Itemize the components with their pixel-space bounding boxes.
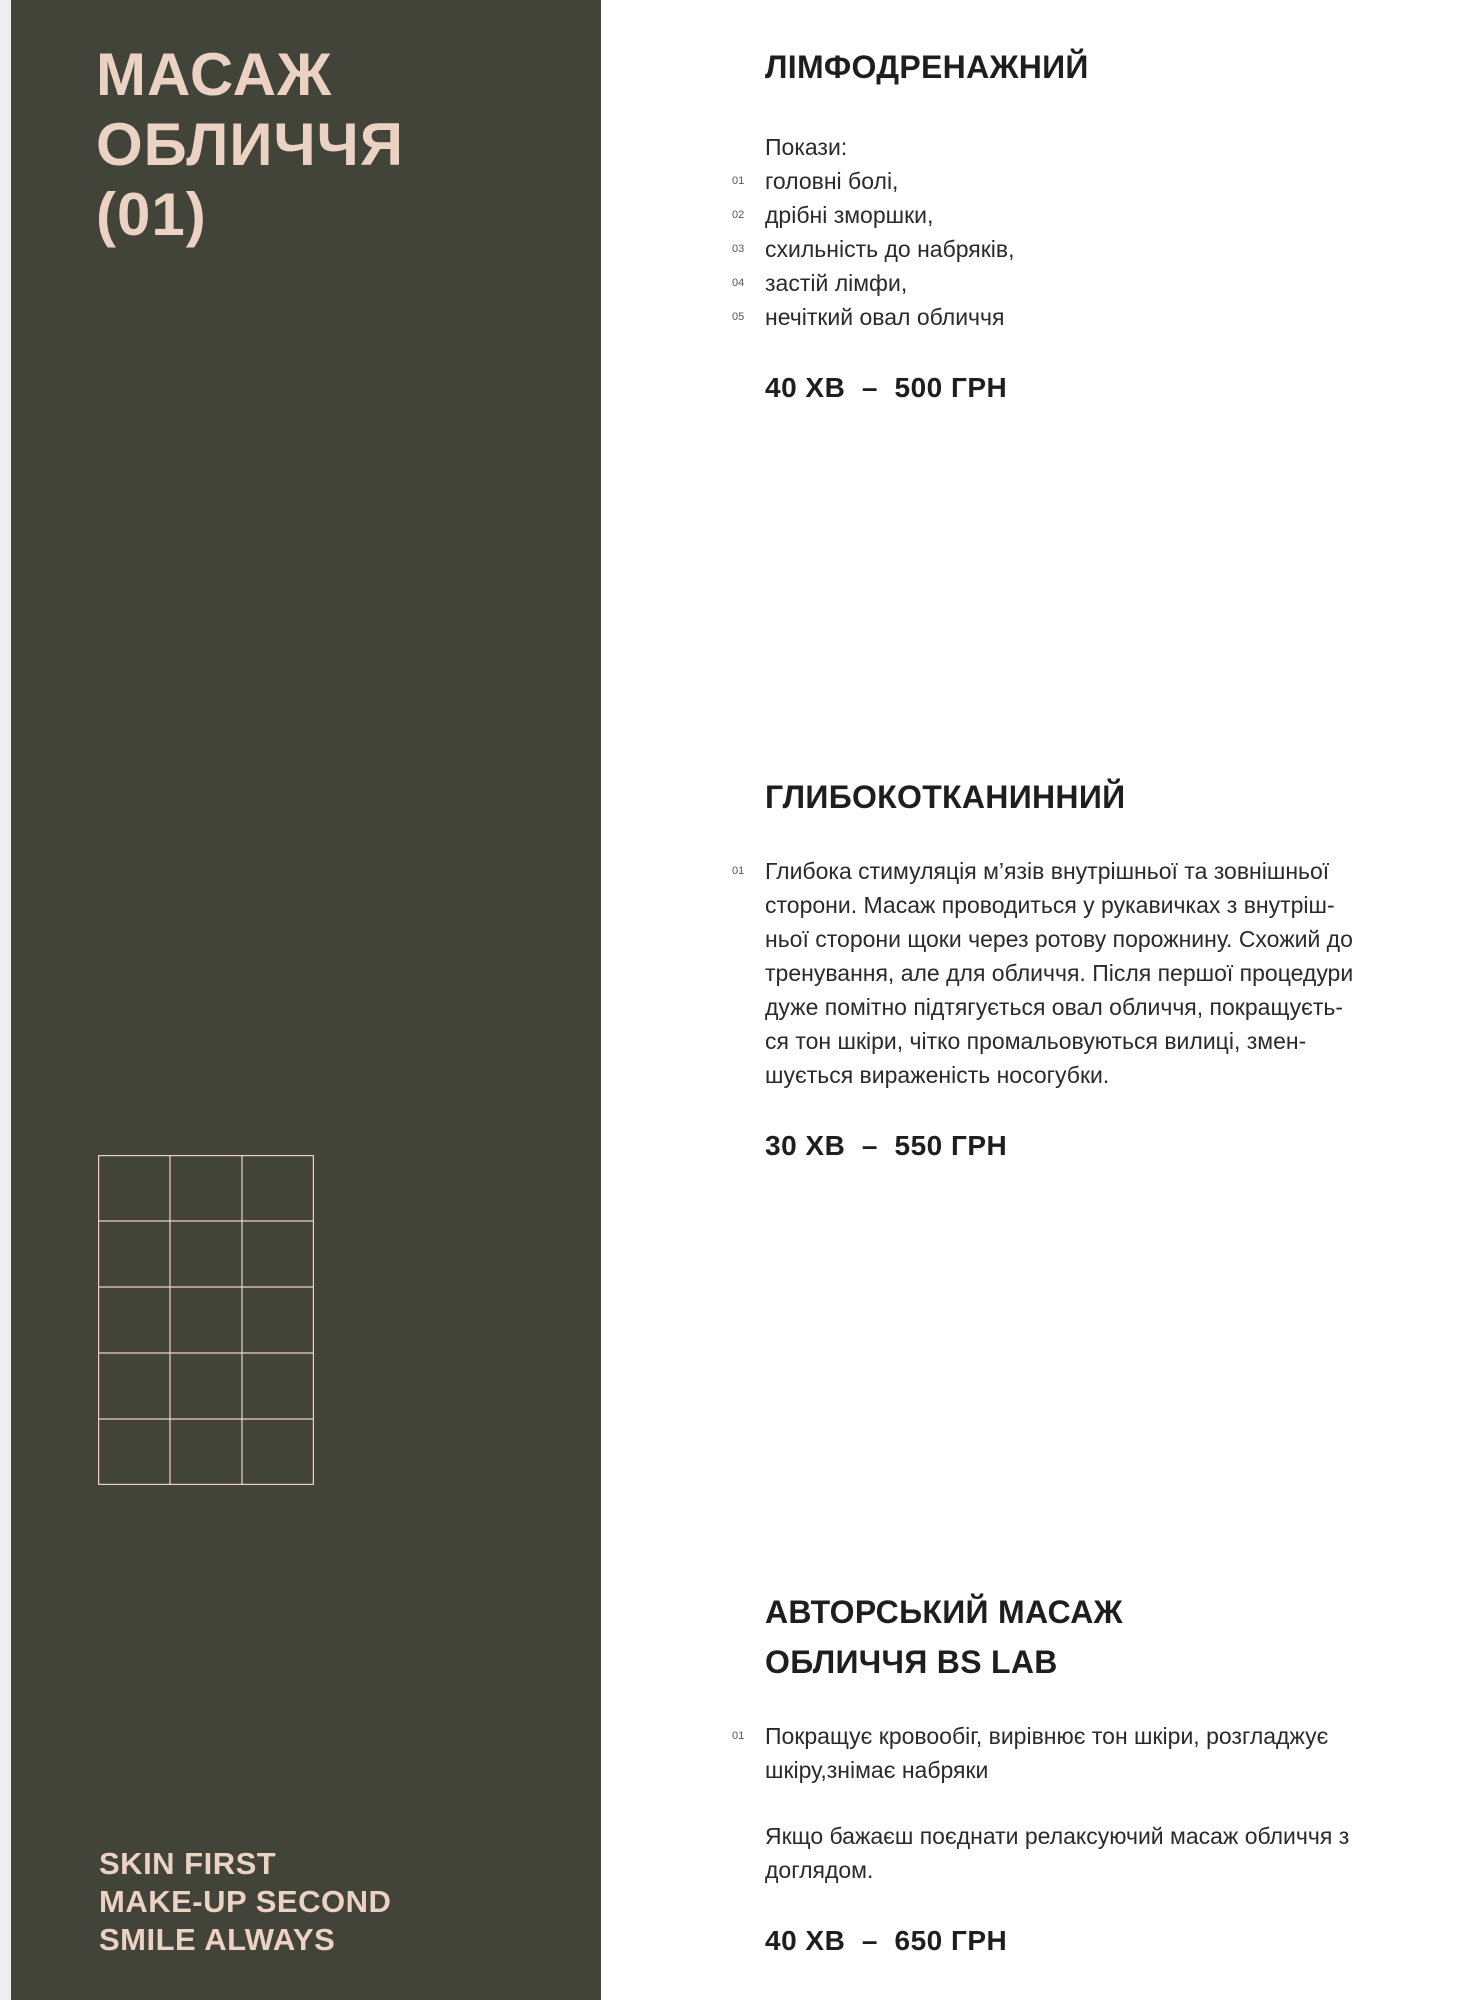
item-number: 04: [732, 277, 745, 289]
service-title-line: АВТОРСЬКИЙ МАСАЖ: [765, 1594, 1123, 1630]
item-text: схильність до набряків,: [765, 236, 1015, 262]
text-line: ся тон шкіри, чітко промальовуються вилиці, змен-: [765, 1028, 1307, 1054]
indications-label: Покази:: [765, 134, 848, 160]
item-text: нечіткий овал обличчя: [765, 304, 1005, 330]
text-line: Глибока стимуляція м’язів внутрішньої та зовнішньої: [765, 858, 1330, 884]
service-description: [732, 854, 1432, 1092]
service-deep-tissue: [732, 772, 1432, 1162]
list-item: [732, 198, 1432, 232]
item-number: 01: [732, 1730, 745, 1742]
service-note: [765, 1819, 1432, 1887]
service-price: 40 ХВ – 650 ГРН: [765, 1925, 1008, 1956]
item-number: 05: [732, 311, 745, 323]
text-line: шується вираженість носогубки.: [765, 1062, 1110, 1088]
item-number: 02: [732, 209, 745, 221]
item-text: застій лімфи,: [765, 270, 908, 296]
tagline-line: SKIN FIRST: [99, 1846, 277, 1881]
service-price: 40 ХВ – 500 ГРН: [765, 372, 1008, 403]
service-author-massage: [732, 1587, 1432, 1957]
text-line: Якщо бажаєш поєднати релаксуючий масаж обличчя з: [765, 1823, 1350, 1849]
item-text: [765, 854, 1432, 1092]
list-item: [732, 300, 1432, 334]
service-title: [765, 42, 1432, 92]
title-line: МАСАЖ: [96, 41, 333, 108]
text-line: доглядом.: [765, 1857, 874, 1883]
item-number: 03: [732, 243, 745, 255]
service-lymphatic: [732, 42, 1432, 404]
list-item: [732, 854, 1432, 1092]
service-title-line: ОБЛИЧЧЯ BS LAB: [765, 1644, 1058, 1680]
tagline-line: MAKE-UP SECOND: [99, 1884, 392, 1919]
text-line: сторони. Масаж проводиться у рукавичках з внутріш-: [765, 892, 1335, 918]
text-line: тренування, але для обличчя. Після першої процедури: [765, 960, 1354, 986]
item-number: 01: [732, 175, 745, 187]
text-line: дуже помітно підтягується овал обличчя, покращуєть-: [765, 994, 1344, 1020]
list-item: [732, 1719, 1432, 1787]
list-item: [732, 232, 1432, 266]
service-title-line: ЛІМФОДРЕНАЖНИЙ: [765, 49, 1089, 85]
service-description: [732, 1719, 1432, 1887]
list-item: [732, 266, 1432, 300]
service-description: [732, 130, 1432, 334]
service-title-line: ГЛИБОКОТКАНИННИЙ: [765, 779, 1126, 815]
item-text: головні болі,: [765, 168, 899, 194]
item-text: дрібні зморшки,: [765, 202, 934, 228]
text-line: ньої сторони щоки через ротову порожнину. Схожий до: [765, 926, 1353, 952]
service-price: 30 ХВ – 550 ГРН: [765, 1130, 1008, 1161]
service-title: [765, 1587, 1432, 1687]
tagline-line: SMILE ALWAYS: [99, 1922, 336, 1957]
list-item: [732, 164, 1432, 198]
title-line: (01): [96, 181, 207, 248]
title-line: ОБЛИЧЧЯ: [96, 111, 404, 178]
item-number: 01: [732, 865, 745, 877]
service-title: [765, 772, 1432, 822]
item-text: [765, 1719, 1432, 1787]
text-line: Покращує кровообіг, вирівнює тон шкіри, розгладжує: [765, 1723, 1329, 1749]
text-line: шкіру,знімає набряки: [765, 1757, 989, 1783]
